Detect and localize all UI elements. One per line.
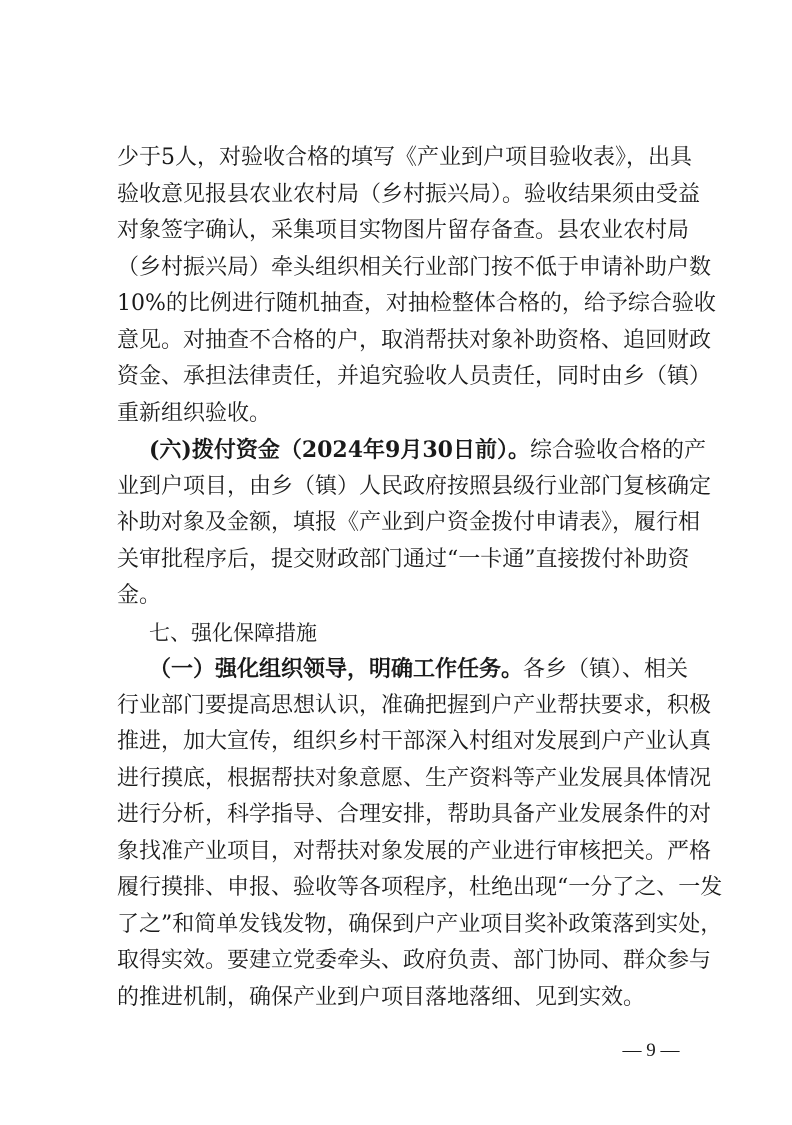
paragraph-text: 综合验收合格的产 xyxy=(529,438,706,463)
text-line: 资金、承担法律责任，并追究验收人员责任，同时由乡（镇） xyxy=(117,364,712,389)
text-line: 金。 xyxy=(117,583,162,608)
paragraph-title: （一）强化组织领导，明确工作任务。 xyxy=(149,656,524,682)
text-line: 进行摸底，根据帮扶对象意愿、生产资料等产业发展具体情况 xyxy=(117,765,712,791)
paragraph-title: (六)拨付资金（2024年9月30日前）。 xyxy=(149,437,530,463)
text-line: 业到户项目，由乡（镇）人民政府按照县级行业部门复核确定 xyxy=(117,473,712,499)
text-line: 的推进机制，确保产业到户项目落地落细、见到实效。 xyxy=(117,984,646,1010)
text-line: （乡村振兴局）牵头组织相关行业部门按不低于申请补助户数 xyxy=(117,254,712,280)
text-line: 进行分析，科学指导、合理安排，帮助具备产业发展条件的对 xyxy=(117,802,712,827)
text-line: 对象签字确认，采集项目实物图片留存备查。县农业农村局 xyxy=(117,218,690,243)
text-line: 重新组织验收。 xyxy=(117,400,272,426)
text-line: 行业部门要提高思想认识，准确把握到户产业帮扶要求，积极 xyxy=(117,692,712,718)
section-heading: 七、强化保障措施 xyxy=(149,620,317,645)
text-line: 意见。对抽查不合格的户，取消帮扶对象补助资格、追回财政 xyxy=(117,327,712,353)
text-line: 了之”和简单发钱发物，确保到户产业项目奖补政策落到实处， xyxy=(117,911,723,937)
text-line: 推进，加大宣传，组织乡村干部深入村组对发展到户产业认真 xyxy=(117,729,712,754)
text-line: 补助对象及金额，填报《产业到户资金拨付申请表》，履行相 xyxy=(117,510,701,535)
text-line: 履行摸排、申报、验收等各项程序，杜绝出现“一分了之、一发 xyxy=(117,875,723,900)
text-line: 象找准产业项目，对帮扶对象发展的产业进行审核把关。严格 xyxy=(117,838,712,864)
paragraph-first-line xyxy=(117,432,706,469)
text-line: 少于5人，对验收合格的填写《产业到户项目验收表》，出具 xyxy=(117,145,692,170)
page-number: — 9 — xyxy=(622,1040,680,1061)
text-line: 10%的比例进行随机抽查，对抽检整体合格的，给予综合验收 xyxy=(117,291,716,316)
text-line: 关审批程序后，提交财政部门通过“一卡通”直接拨付补助资 xyxy=(117,546,690,572)
body-text xyxy=(117,140,723,1016)
paragraph-text: 各乡（镇）、相关 xyxy=(523,657,689,682)
paragraph-first-line xyxy=(117,651,689,688)
text-line: 验收意见报县农业农村局（乡村振兴局）。验收结果须由受益 xyxy=(117,181,701,207)
text-line: 取得实效。要建立党委牵头、政府负责、部门协同、群众参与 xyxy=(117,948,712,973)
